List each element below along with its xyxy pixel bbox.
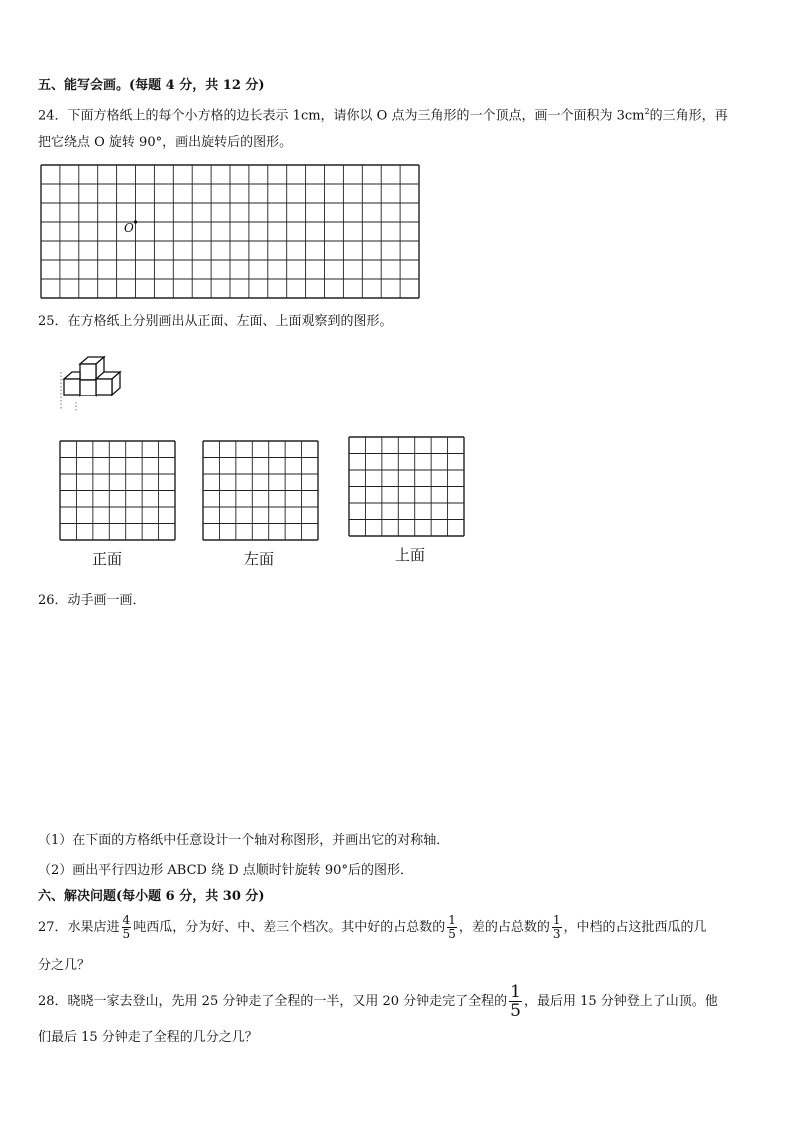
q24-point-o-label: O <box>124 221 134 235</box>
front-view-grid <box>60 441 176 541</box>
q27-text-2: 吨西瓜，分为好、中、差三个档次。其中好的占总数的 <box>133 920 446 935</box>
front-view-label: 正面 <box>92 550 123 568</box>
fraction-denominator: 5 <box>448 927 456 941</box>
fraction-denominator: 5 <box>510 1001 521 1021</box>
q28-text-1: 28．晓晓一家去登山，先用 25 分钟走了全程的一半，又用 20 分钟走完了全程的 <box>38 994 508 1009</box>
q27-text-3: ，差的占总数的 <box>458 920 550 935</box>
q24-grid <box>41 165 420 299</box>
q24-line-2: 把它绕点 O 旋转 90°，画出旋转后的图形。 <box>38 135 293 150</box>
q26-sub-1: （1）在下面的方格纸中任意设计一个轴对称图形，并画出它的对称轴． <box>38 833 450 848</box>
fraction-1-5 <box>509 983 522 1020</box>
left-view-label: 左面 <box>244 550 275 568</box>
fraction-1-3 <box>552 914 562 941</box>
fraction-numerator: 1 <box>448 913 456 927</box>
fraction-denominator: 3 <box>552 927 561 941</box>
fraction-denominator: 5 <box>122 927 131 941</box>
section-5-heading: 五、能写会画。(每题 4 分，共 12 分) <box>38 78 265 93</box>
q28-text-2: ，最后用 15 分钟登上了山顶。他 <box>523 994 718 1009</box>
q27-text-4: ，中档的占这批西瓜的几 <box>563 920 707 935</box>
q27-line-1 <box>38 910 707 946</box>
q26-sub-2: （2）画出平行四边形 ABCD 绕 D 点顺时针旋转 90°后的图形． <box>38 863 413 878</box>
fraction-4-5 <box>122 914 132 941</box>
section-6-heading: 六、解决问题(每小题 6 分，共 30 分) <box>38 889 265 904</box>
q24-text-b: 的三角形，再 <box>649 108 728 124</box>
fraction-1-5 <box>447 914 457 941</box>
q26-text: 26．动手画一画． <box>38 593 146 608</box>
fraction-numerator: 4 <box>122 913 131 927</box>
q27-line-2: 分之几？ <box>38 958 91 973</box>
top-view-grid <box>349 437 465 537</box>
top-view-label: 上面 <box>395 546 426 564</box>
cube-stack-illustration <box>58 352 128 414</box>
q28-line-1 <box>38 982 718 1022</box>
q28-line-2: 们最后 15 分钟走了全程的几分之几？ <box>38 1030 258 1045</box>
point-o-marker <box>134 220 137 223</box>
q24-superscript: 2 <box>644 107 650 116</box>
q27-text-1: 27．水果店进 <box>38 920 120 935</box>
fraction-numerator: 1 <box>552 913 561 927</box>
q24-text-a: 24．下面方格纸上的每个小方格的边长表示 1cm，请你以 O 点为三角形的一个顶点，画一个面积为 3cm <box>38 108 645 124</box>
q25-text: 25．在方格纸上分别画出从正面、左面、上面观察到的图形。 <box>38 314 393 329</box>
q24-line-1 <box>38 103 728 125</box>
fraction-numerator: 1 <box>510 982 521 1002</box>
left-view-grid <box>203 441 319 541</box>
